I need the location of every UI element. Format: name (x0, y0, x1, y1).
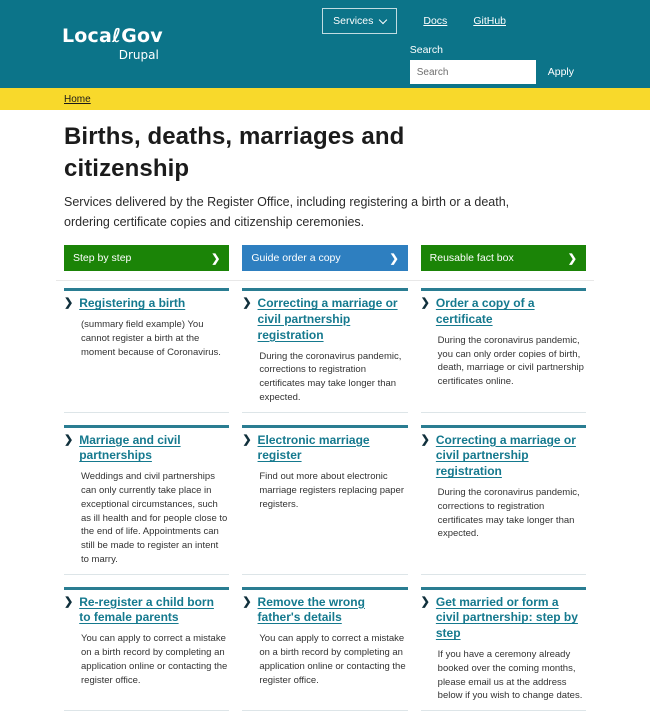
chevron-down-icon (379, 15, 387, 23)
page-summary: Services delivered by the Register Office, including registering a birth or a death, ordering certificate copies and citizenship ceremonies. (64, 195, 510, 229)
breadcrumb (0, 88, 650, 110)
docs-link[interactable]: Docs (423, 15, 448, 27)
logo-line1: LocaℓGov (62, 25, 163, 47)
search-apply-button[interactable]: Apply (547, 66, 574, 78)
topic-summary: During the coronavirus pandemic, you can only order copies of birth, death, marriage or civil partnership certificates online. (437, 334, 584, 388)
topic-summary: During the coronavirus pandemic, corrections to registration certificates may take longer than expected. (437, 487, 580, 540)
topic-link[interactable]: Re-register a child born to female parents (79, 594, 214, 625)
topic-summary: If you have a ceremony already booked over the coming months, please email us at the address below if you wish to change dates. (437, 649, 583, 702)
breadcrumb-home-link[interactable]: Home (64, 93, 91, 105)
chevron-right-icon: ❯ (389, 252, 399, 265)
services-menu-button[interactable] (322, 8, 397, 34)
step-by-step-button[interactable] (64, 245, 229, 271)
chevron-right-icon: ❯ (211, 252, 221, 265)
site-header (0, 0, 650, 88)
topic-card (242, 587, 407, 711)
cta-button-row (64, 245, 586, 271)
cta-label: Guide order a copy (251, 252, 341, 265)
topic-link[interactable]: Remove the wrong father's details (257, 594, 365, 625)
site-logo[interactable] (62, 27, 163, 88)
topic-link[interactable]: Order a copy of a certificate (435, 296, 535, 326)
topic-card (421, 425, 586, 575)
github-link[interactable]: GitHub (473, 15, 506, 27)
chevron-right-icon: ❯ (420, 595, 430, 608)
topic-summary: You can apply to correct a mistake on a birth record by completing an application online or contacting the register office. (259, 633, 406, 686)
section-divider (56, 280, 594, 281)
cta-label: Step by step (73, 252, 132, 265)
services-menu-label: Services (333, 15, 374, 27)
topic-summary: During the coronavirus pandemic, corrections to registration certificates may take longer than expected. (259, 350, 402, 403)
chevron-right-icon: ❯ (420, 297, 430, 310)
topic-card (242, 288, 407, 413)
topic-card (242, 425, 407, 575)
chevron-right-icon: ❯ (242, 595, 252, 608)
header-right (322, 0, 574, 88)
header-nav (322, 8, 506, 34)
topic-link[interactable]: Correcting a marriage or civil partnership registration (435, 432, 576, 479)
chevron-right-icon: ❯ (242, 433, 252, 446)
topic-summary: Weddings and civil partnerships can only currently take place in exceptional circumstances, such as ill health and for people close to the end of life. Appointments can still be made to register an intent to marry. (81, 471, 228, 565)
guide-order-a-copy-button[interactable] (242, 245, 407, 271)
reusable-fact-box-button[interactable] (421, 245, 586, 271)
chevron-right-icon: ❯ (242, 297, 252, 310)
chevron-right-icon: ❯ (64, 595, 74, 608)
topic-link[interactable]: Marriage and civil partnerships (79, 432, 181, 463)
main-content (0, 121, 650, 711)
page-title: Births, deaths, marriages and citizenship (64, 123, 405, 182)
chevron-right-icon: ❯ (567, 252, 577, 265)
topic-link[interactable]: Get married or form a civil partnership: step by step (435, 594, 578, 641)
topic-card (64, 587, 229, 711)
topic-summary: You can apply to correct a mistake on a birth record by completing an application online or contacting the register office. (81, 633, 228, 686)
topic-card (64, 288, 229, 413)
logo-line2: Drupal (118, 48, 159, 62)
topic-link[interactable]: Registering a birth (79, 296, 186, 311)
chevron-right-icon: ❯ (64, 297, 74, 310)
cta-label: Reusable fact box (429, 252, 514, 265)
topic-card (421, 288, 586, 413)
search-area (410, 44, 574, 84)
topic-link[interactable]: Electronic marriage register (257, 432, 370, 463)
chevron-right-icon: ❯ (64, 433, 74, 446)
chevron-right-icon: ❯ (420, 433, 430, 446)
search-input[interactable] (410, 60, 536, 84)
search-label: Search (409, 44, 444, 56)
topics-grid (64, 288, 586, 711)
topic-link[interactable]: Correcting a marriage or civil partnership registration (257, 296, 398, 342)
topic-card (421, 587, 586, 711)
topic-card (64, 425, 229, 575)
topic-summary: (summary field example) You cannot register a birth at the moment because of Coronavirus. (81, 319, 221, 358)
topic-summary: Find out more about electronic marriage registers replacing paper registers. (259, 471, 405, 510)
